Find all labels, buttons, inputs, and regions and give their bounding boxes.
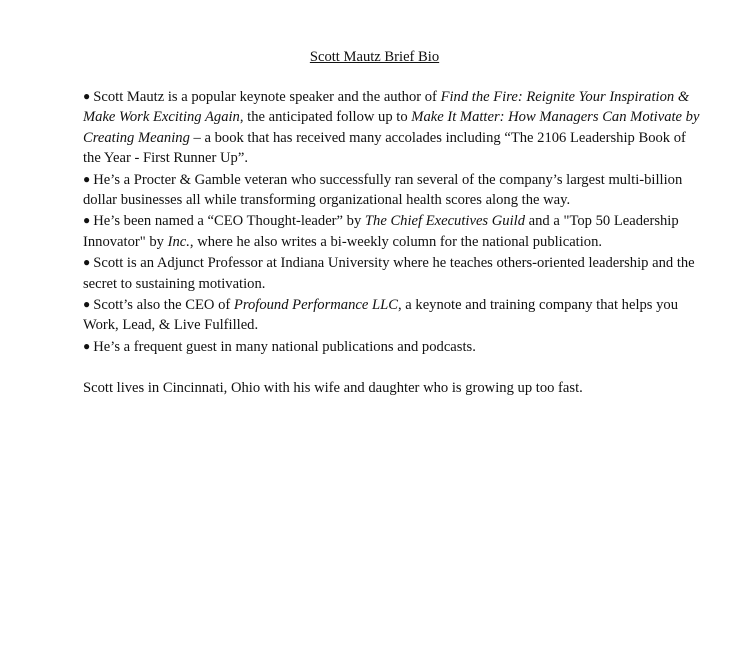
bullet-item <box>83 210 703 252</box>
italic-title-text: Profound Performance LLC <box>233 297 398 314</box>
bullet-text: He’s been named a “CEO Thought-leader” by <box>93 213 365 230</box>
bullet-text: Scott is an Adjunct Professor at Indiana University where he teaches others-oriented leadership and the secret to sustaining motivation. <box>83 255 695 292</box>
bullet-text: Scott Mautz is a popular keynote speaker and the author of <box>93 89 441 105</box>
italic-title-text: Make It Matter: How Managers Can Motivate by Creating Meaning <box>83 109 700 146</box>
bullet-text: , where he also writes a bi-weekly column for the national publication. <box>189 233 603 250</box>
bullet-list <box>83 86 703 357</box>
italic-title-text: Find the Fire: Reignite Your Inspiration & Make Work Exciting Again <box>83 89 690 126</box>
bullet-text: and a "Top 50 Leadership Innovator" by <box>83 213 679 250</box>
closing-paragraph: Scott lives in Cincinnati, Ohio with his wife and daughter who is growing up too fast. <box>83 380 583 397</box>
italic-title-text: The Chief Executives Guild <box>364 213 525 230</box>
bullet-text: , a keynote and training company that helps you Work, Lead, & Live Fulfilled. <box>83 297 679 334</box>
bullet-item <box>83 294 703 336</box>
italic-title-text: Inc. <box>167 233 190 250</box>
bullet-item <box>83 86 703 169</box>
bullet-item <box>83 336 703 357</box>
document-page <box>83 47 703 413</box>
bullet-text: – a book that has received many accolades including “The 2106 Leadership Book of the Year - First Runner Up”. <box>83 129 686 167</box>
bullet-icon: ● <box>83 171 91 186</box>
bullet-icon: ● <box>83 89 91 103</box>
bullet-text: Scott’s also the CEO of <box>93 297 234 314</box>
bullet-icon: ● <box>83 338 91 353</box>
bullet-icon: ● <box>83 297 91 312</box>
bullet-text: He’s a Procter & Gamble veteran who successfully ran several of the company’s largest multi-billion dollar businesses all while transforming organizational health scores along the way. <box>83 171 683 209</box>
bullet-icon: ● <box>83 213 91 228</box>
bullet-text: , the anticipated follow up to <box>239 109 412 126</box>
bullet-text: He’s a frequent guest in many national publications and podcasts. <box>93 338 476 355</box>
bullet-item <box>83 252 703 294</box>
bullet-icon: ● <box>83 255 91 270</box>
document-title: Scott Mautz Brief Bio <box>309 49 440 65</box>
bullet-item <box>83 169 703 211</box>
